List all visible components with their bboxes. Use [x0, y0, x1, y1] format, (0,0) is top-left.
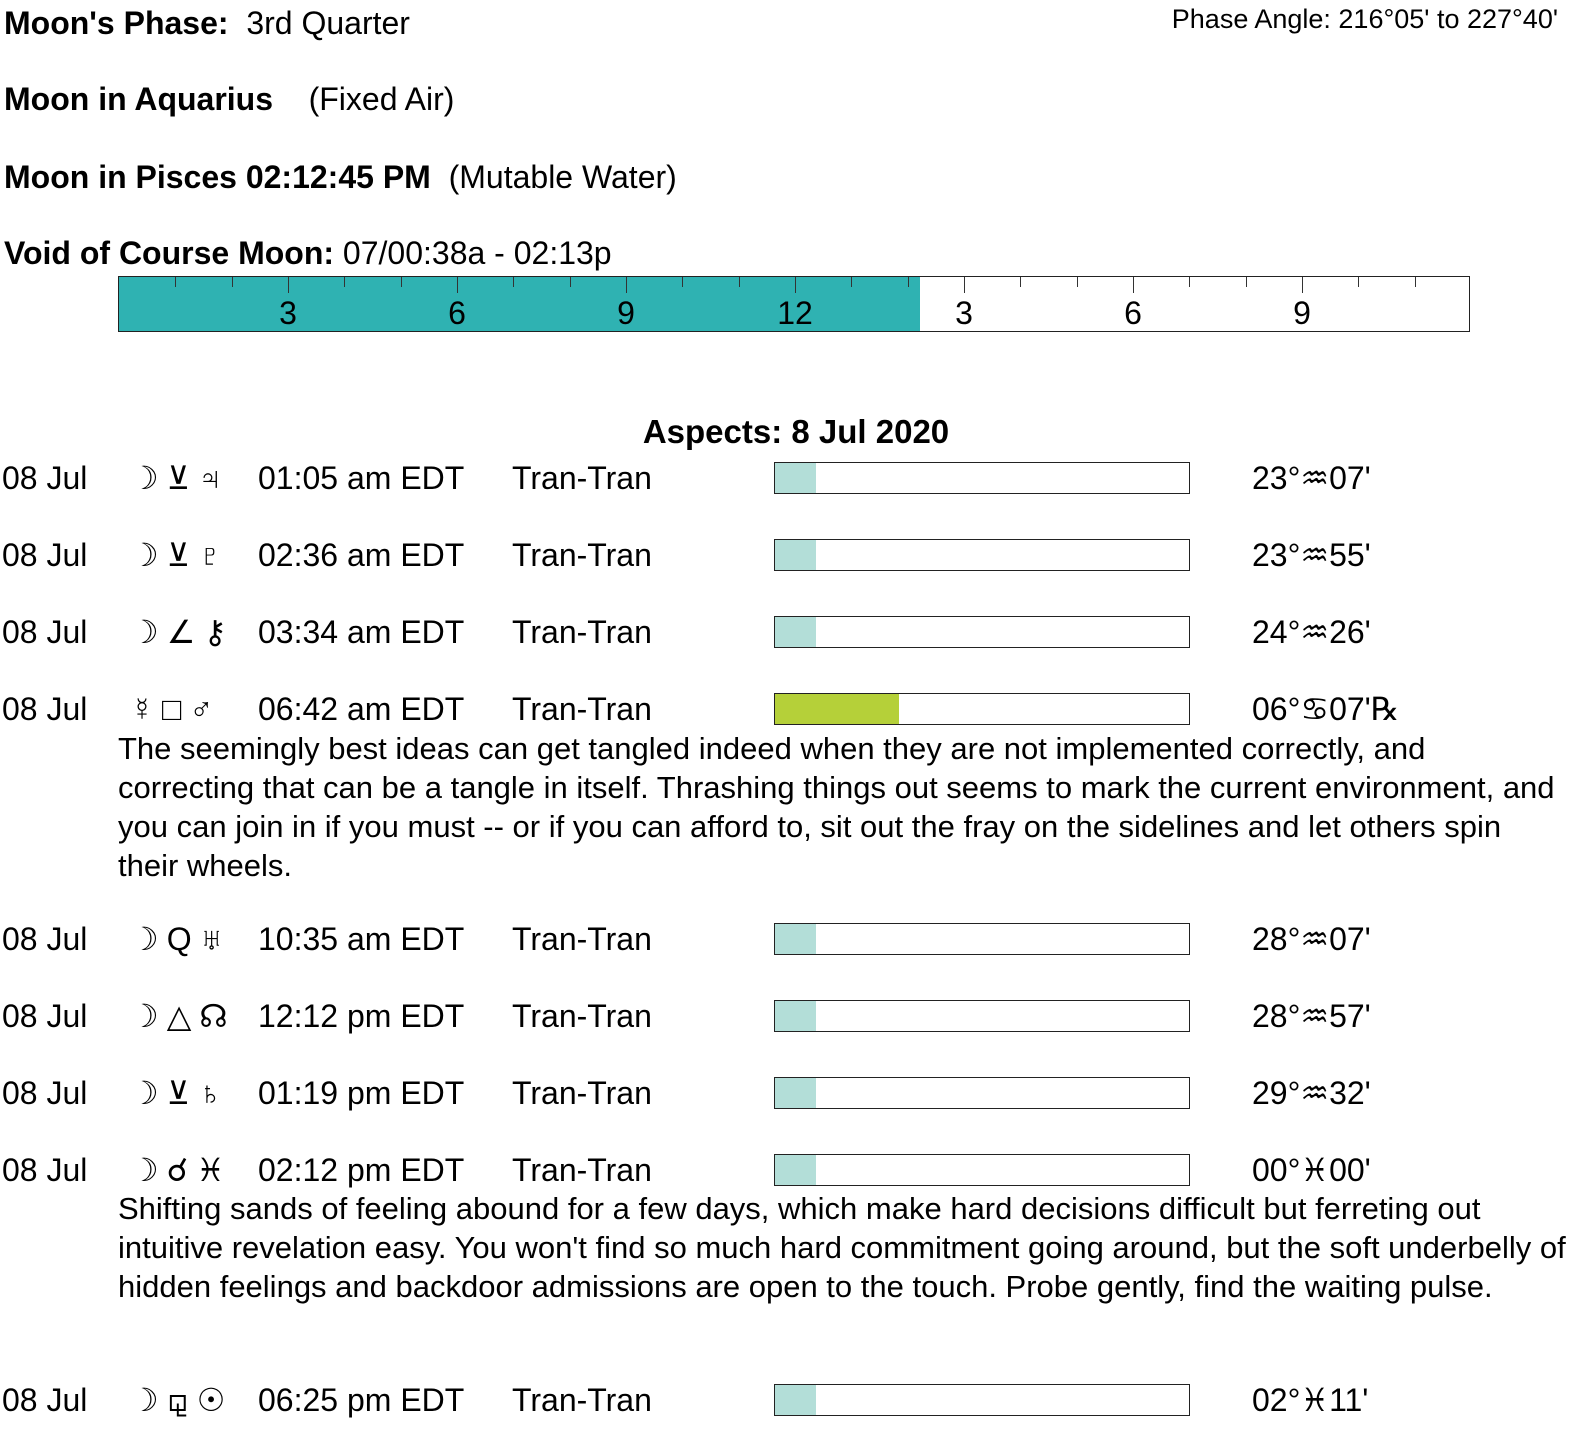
aspect-type: Tran-Tran — [512, 921, 652, 957]
timeline-tick — [513, 277, 514, 287]
aspect-row — [0, 458, 1592, 508]
aspect-position: 00°♓00' — [1252, 1152, 1371, 1188]
phase-angle: Phase Angle: 216°05' to 227°40' — [1171, 4, 1558, 34]
timeline-tick — [401, 277, 402, 287]
timeline-tick — [1358, 277, 1359, 287]
aspect-position: 24°♒26' — [1252, 614, 1371, 650]
aspect-glyphs-icon: ☽⚼☉ — [130, 1382, 234, 1418]
aspect-date: 08 Jul — [2, 691, 88, 727]
timeline-tick — [570, 277, 571, 287]
aspect-strength-fill — [775, 617, 816, 647]
aspect-time: 12:12 pm EDT — [258, 998, 465, 1034]
timeline-hour-label: 9 — [1293, 295, 1311, 331]
aspect-position: 28°♒07' — [1252, 921, 1371, 957]
void-of-course-label: Void of Course Moon: — [4, 235, 335, 271]
moon-sign-aquarius-label: Moon in Aquarius — [4, 81, 274, 117]
aspect-type: Tran-Tran — [512, 1152, 652, 1188]
aspect-date: 08 Jul — [2, 460, 88, 496]
timeline-tick — [232, 277, 233, 287]
timeline-hour-label: 6 — [1124, 295, 1142, 331]
timeline-tick — [1189, 277, 1190, 287]
aspect-strength-bar — [774, 1000, 1190, 1032]
aspect-date: 08 Jul — [2, 1382, 88, 1418]
aspect-strength-fill — [775, 1385, 816, 1415]
aspect-glyphs-icon: ☽∠⚷ — [130, 614, 235, 650]
timeline-tick — [1302, 277, 1303, 293]
aspect-time: 03:34 am EDT — [258, 614, 465, 650]
moon-phase-label: Moon's Phase: — [4, 5, 229, 41]
aspect-type: Tran-Tran — [512, 460, 652, 496]
timeline-hour-label: 3 — [955, 295, 973, 331]
aspect-time: 01:19 pm EDT — [258, 1075, 465, 1111]
timeline-tick — [851, 277, 852, 287]
aspect-interpretation: The seemingly best ideas can get tangled indeed when they are not implemented correctly, and correcting that can be a tangle in itself. Thrashing things out seems to mark the current environment, and you can join in if you must -- or if you can afford to, sit out the fray on the sidelines and let others spin their wheels. — [118, 731, 1555, 883]
moon-phase-line — [4, 4, 410, 42]
void-of-course-value: 07/00:38a - 02:13p — [342, 235, 612, 271]
timeline-tick — [739, 277, 740, 287]
void-of-course-line — [4, 234, 612, 272]
aspect-date: 08 Jul — [2, 614, 88, 650]
aspect-row — [0, 1073, 1592, 1123]
aspect-interpretation: Shifting sands of feeling abound for a few days, which make hard decisions difficult but ferreting out intuitive revelation easy. You won't find so much hard commitment going around, but the soft underbelly of hidden feelings and backdoor admissions are open to the touch. Probe gently, find the waiting pulse. — [118, 1191, 1566, 1304]
aspect-strength-bar — [774, 693, 1190, 725]
aspect-type: Tran-Tran — [512, 537, 652, 573]
timeline-tick — [908, 277, 909, 287]
aspect-position: 23°♒55' — [1252, 537, 1371, 573]
timeline-hour-label: 3 — [279, 295, 297, 331]
aspect-time: 06:42 am EDT — [258, 691, 465, 727]
aspect-date: 08 Jul — [2, 1152, 88, 1188]
timeline-tick — [964, 277, 965, 293]
aspect-glyphs-icon: ☽⊻♃ — [130, 460, 231, 496]
moon-sign-pisces-quality: (Mutable Water) — [448, 159, 677, 195]
aspect-time: 10:35 am EDT — [258, 921, 465, 957]
aspect-position: 28°♒57' — [1252, 998, 1371, 1034]
aspect-row — [0, 996, 1592, 1046]
timeline-tick — [1246, 277, 1247, 287]
aspect-glyphs-icon: ☿□♂ — [130, 691, 222, 727]
aspect-position: 06°♋07'℞ — [1252, 691, 1400, 727]
moon-sign-pisces-label: Moon in Pisces 02:12:45 PM — [4, 159, 431, 195]
aspect-glyphs-icon: ☽☌♓ — [130, 1152, 233, 1188]
aspect-strength-fill — [775, 1078, 816, 1108]
timeline-tick — [1415, 277, 1416, 287]
aspect-row — [0, 919, 1592, 969]
aspect-date: 08 Jul — [2, 537, 88, 573]
aspect-date: 08 Jul — [2, 998, 88, 1034]
aspect-row — [0, 612, 1592, 662]
aspect-strength-bar — [774, 616, 1190, 648]
aspect-time: 06:25 pm EDT — [258, 1382, 465, 1418]
aspect-type: Tran-Tran — [512, 1075, 652, 1111]
aspect-position: 29°♒32' — [1252, 1075, 1371, 1111]
aspect-glyphs-icon: ☽⊻♄ — [130, 1075, 231, 1111]
aspect-glyphs-icon: ☽⊻♇ — [130, 537, 231, 573]
aspect-row — [0, 535, 1592, 585]
aspect-row — [0, 1380, 1592, 1430]
timeline-tick — [626, 277, 627, 293]
aspect-type: Tran-Tran — [512, 1382, 652, 1418]
aspect-strength-bar — [774, 462, 1190, 494]
aspect-strength-fill — [775, 540, 816, 570]
aspect-strength-bar — [774, 923, 1190, 955]
aspect-position: 23°♒07' — [1252, 460, 1371, 496]
timeline-tick — [288, 277, 289, 293]
timeline-hour-label: 12 — [777, 295, 813, 331]
aspect-type: Tran-Tran — [512, 614, 652, 650]
moon-sign-aquarius-line — [4, 80, 454, 118]
aspect-position: 02°♓11' — [1252, 1382, 1369, 1418]
timeline-tick — [1133, 277, 1134, 293]
aspect-strength-fill — [775, 463, 816, 493]
aspect-strength-bar — [774, 1077, 1190, 1109]
aspect-glyphs-icon: ☽Q♅ — [130, 921, 232, 957]
timeline-tick — [1020, 277, 1021, 287]
timeline-tick — [457, 277, 458, 293]
moon-sign-pisces-line — [4, 158, 677, 196]
aspect-type: Tran-Tran — [512, 998, 652, 1034]
timeline-tick — [175, 277, 176, 287]
timeline-tick — [1077, 277, 1078, 287]
timeline-tick — [344, 277, 345, 287]
aspects-title: Aspects: 8 Jul 2020 — [642, 413, 950, 450]
aspect-time: 02:12 pm EDT — [258, 1152, 465, 1188]
aspect-strength-fill — [775, 1001, 816, 1031]
aspect-glyphs-icon: ☽△☊ — [130, 998, 236, 1034]
aspect-strength-bar — [774, 1154, 1190, 1186]
moon-phase-value: 3rd Quarter — [246, 5, 410, 41]
aspect-date: 08 Jul — [2, 921, 88, 957]
timeline-tick — [795, 277, 796, 293]
aspect-time: 01:05 am EDT — [258, 460, 465, 496]
aspect-strength-fill — [775, 1155, 816, 1185]
aspect-strength-bar — [774, 1384, 1190, 1416]
timeline-hour-label: 6 — [448, 295, 466, 331]
timeline-hour-label: 9 — [617, 295, 635, 331]
aspect-time: 02:36 am EDT — [258, 537, 465, 573]
aspect-date: 08 Jul — [2, 1075, 88, 1111]
void-of-course-timeline — [118, 276, 1470, 332]
moon-sign-aquarius-quality: (Fixed Air) — [308, 81, 455, 117]
aspect-strength-fill — [775, 694, 899, 724]
aspect-strength-fill — [775, 924, 816, 954]
timeline-tick — [682, 277, 683, 287]
aspect-type: Tran-Tran — [512, 691, 652, 727]
aspect-strength-bar — [774, 539, 1190, 571]
